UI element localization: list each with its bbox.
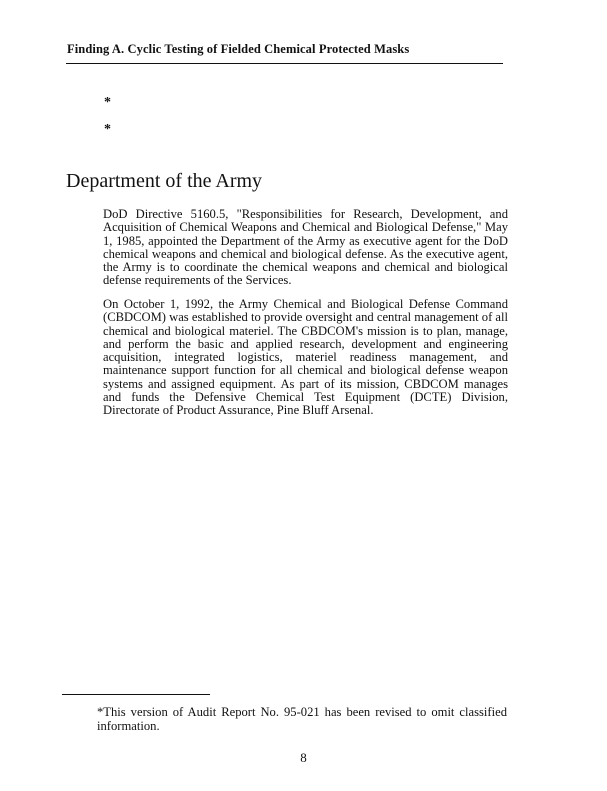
section-heading: Department of the Army — [66, 170, 263, 192]
footnote-rule — [62, 694, 210, 695]
body-paragraph: DoD Directive 5160.5, "Responsibilities for Research, Development, and Acquisition of Chemical Weapons and Chemical and Biological Defense," May 1, 1985, appointed the Department of the Army as executive agent for the DoD chemical weapons and chemical and biological defense. As the executive agent, the Army is to coordinate the chemical weapons and chemical and biological defense requirements of the Services. — [103, 207, 508, 288]
running-header: Finding A. Cyclic Testing of Fielded Chemical Protected Masks — [67, 42, 410, 56]
page-number: 8 — [300, 750, 307, 765]
redacted-bullet: * — [104, 95, 111, 110]
body-paragraph: On October 1, 1992, the Army Chemical and Biological Defense Command (CBDCOM) was established to provide oversight and central management of all chemical and biological materiel. The CBDCOM's mission is to plan, manage, and perform the basic and applied research, development and engineering acquisition, integrated logistics, materiel readiness management, and maintenance support function for all chemical and biological defense weapon systems and assigned equipment. As part of its mission, CBDCOM manages and funds the Defensive Chemical Test Equipment (DCTE) Division, Directorate of Product Assurance, Pine Bluff Arsenal. — [103, 297, 508, 418]
header-rule — [66, 63, 503, 64]
footnote: *This version of Audit Report No. 95-021 has been revised to omit classified information. — [97, 705, 507, 733]
redacted-bullet: * — [104, 122, 111, 137]
